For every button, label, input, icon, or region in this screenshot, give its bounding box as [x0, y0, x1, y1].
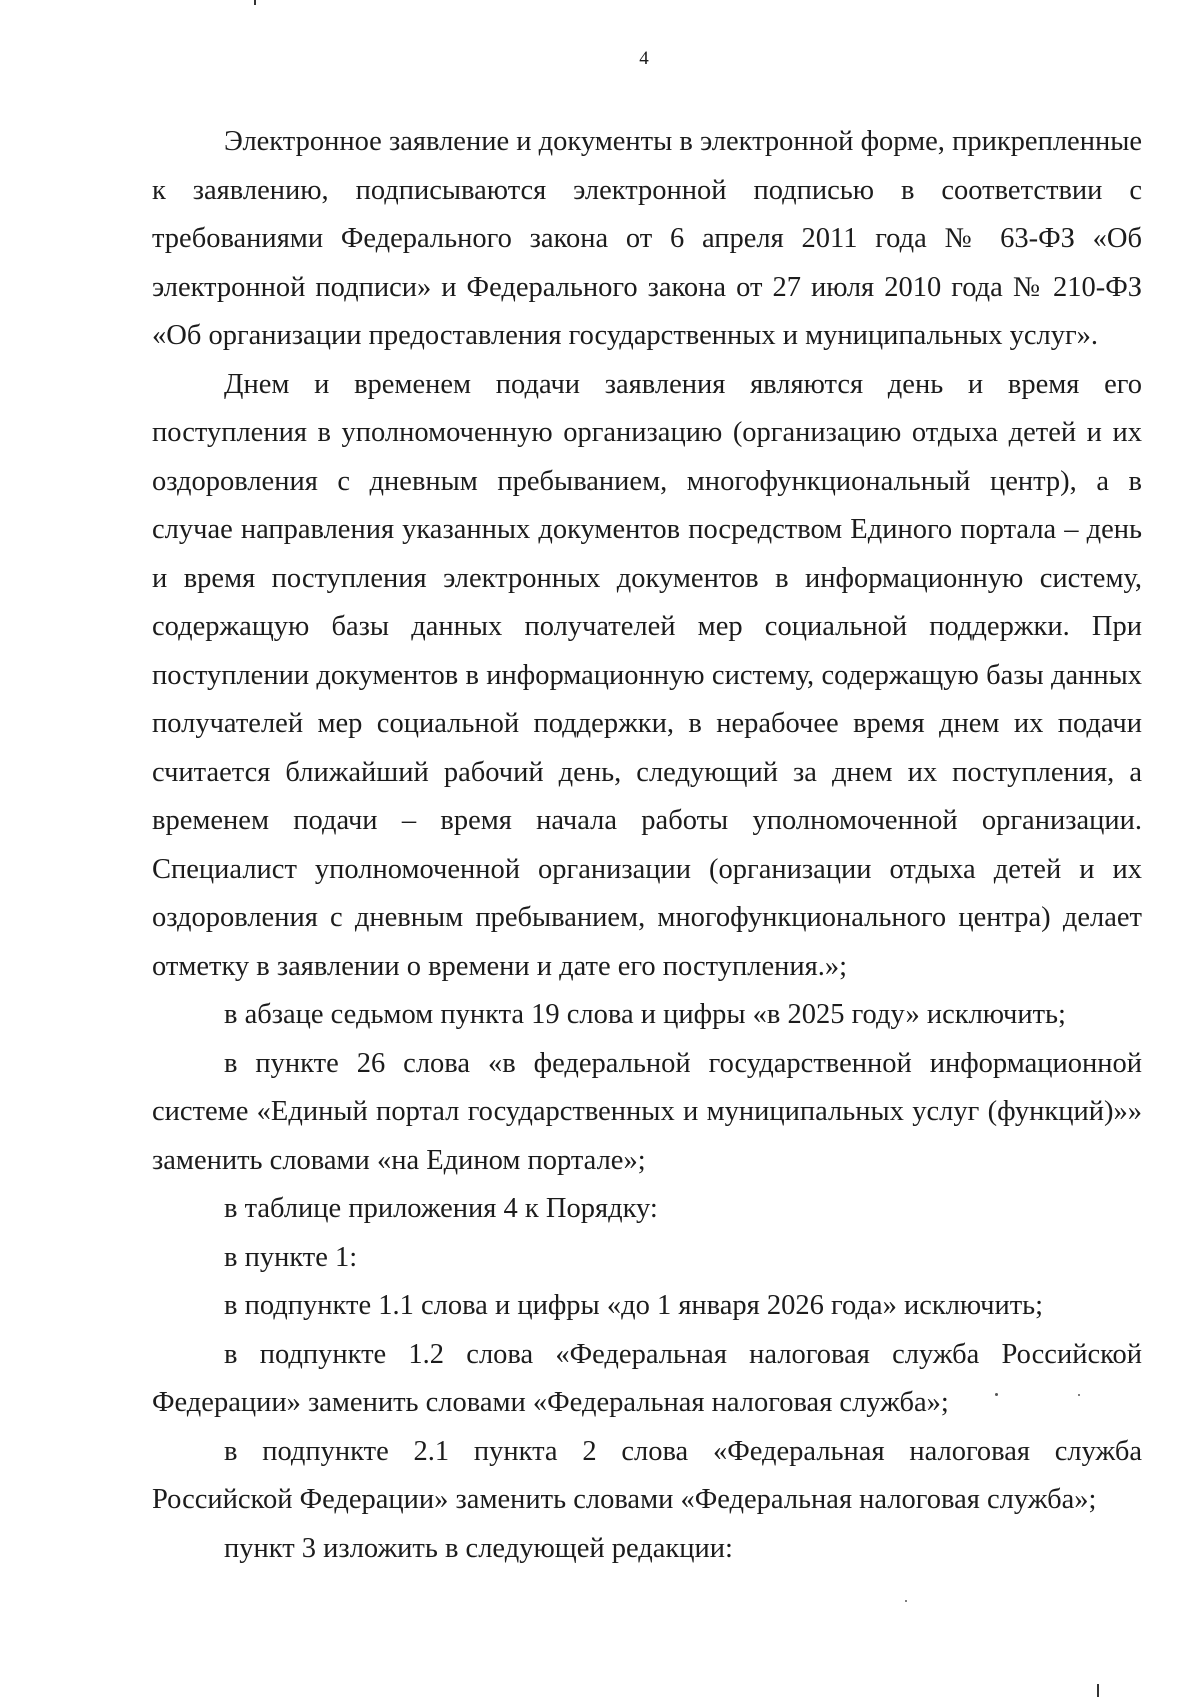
paragraph-item-3: пункт 3 изложить в следующей редакции:: [224, 1532, 733, 1564]
paragraph-subitem-1-1: в подпункте 1.1 слова и цифры «до 1 января 2026 года» исключить;: [224, 1290, 1044, 1321]
paragraph-subitem-1-2: в подпункте 1.2 слова «Федеральная налоговая служба Российской Федерации» заменить словами «Федеральная налоговая служба»;: [152, 1338, 1142, 1418]
scan-artifact-top: [254, 0, 256, 5]
paragraph-item-1: в пункте 1:: [224, 1241, 358, 1273]
page-number: 4: [639, 48, 649, 69]
paragraph-subitem-2-1: в подпункте 2.1 пункта 2 слова «Федеральная налоговая служба Российской Федерации» заменить словами «Федеральная налоговая служба»;: [152, 1435, 1142, 1515]
paragraph-electronic-signature: Электронное заявление и документы в электронной форме, прикрепленные к заявлению, подписываются электронной подписью в соответствии с требованиями Федерального закона от 6 апреля 2011 года № 63-ФЗ «Об электронной подписи» и Федерального закона от 27 июля 2010 года № 210-ФЗ «Об организации предоставления государственных и муниципальных услуг».: [152, 126, 1142, 351]
document-body: [152, 118, 1142, 1573]
scan-artifact-dot: [1078, 1394, 1080, 1396]
paragraph-submission-date: Днем и временем подачи заявления являются день и время его поступления в уполномоченную организацию (организацию отдыха детей и их оздоровления с дневным пребыванием, многофункциональный центр), а в случае направления указанных документов посредством Единого портала – день и время поступления электронных документов в информационную систему, содержащую базы данных получателей мер социальной поддержки. При поступлении документов в информационную систему, содержащую базы данных получателей мер социальной поддержки, в нерабочее время днем их подачи считается ближайший рабочий день, следующий за днем их поступления, а временем подачи – время начала работы уполномоченной организации. Специалист уполномоченной организации (организации отдыха детей и их оздоровления с дневным пребыванием, многофункционального центра) делает отметку в заявлении о времени и дате его поступления.»;: [152, 368, 1142, 982]
paragraph-appendix-4-table: в таблице приложения 4 к Порядку:: [224, 1193, 658, 1224]
scan-artifact-dot: [995, 1393, 998, 1396]
paragraph-item-26: в пункте 26 слова «в федеральной государственной информационной системе «Единый портал государственных и муниципальных услуг (функций)»» заменить словами «на Едином портале»;: [152, 1047, 1142, 1176]
scan-artifact-dot: [905, 1600, 907, 1602]
scan-artifact-bottom: [1097, 1684, 1099, 1697]
paragraph-item-19: в абзаце седьмом пункта 19 слова и цифры «в 2025 году» исключить;: [224, 999, 1066, 1030]
